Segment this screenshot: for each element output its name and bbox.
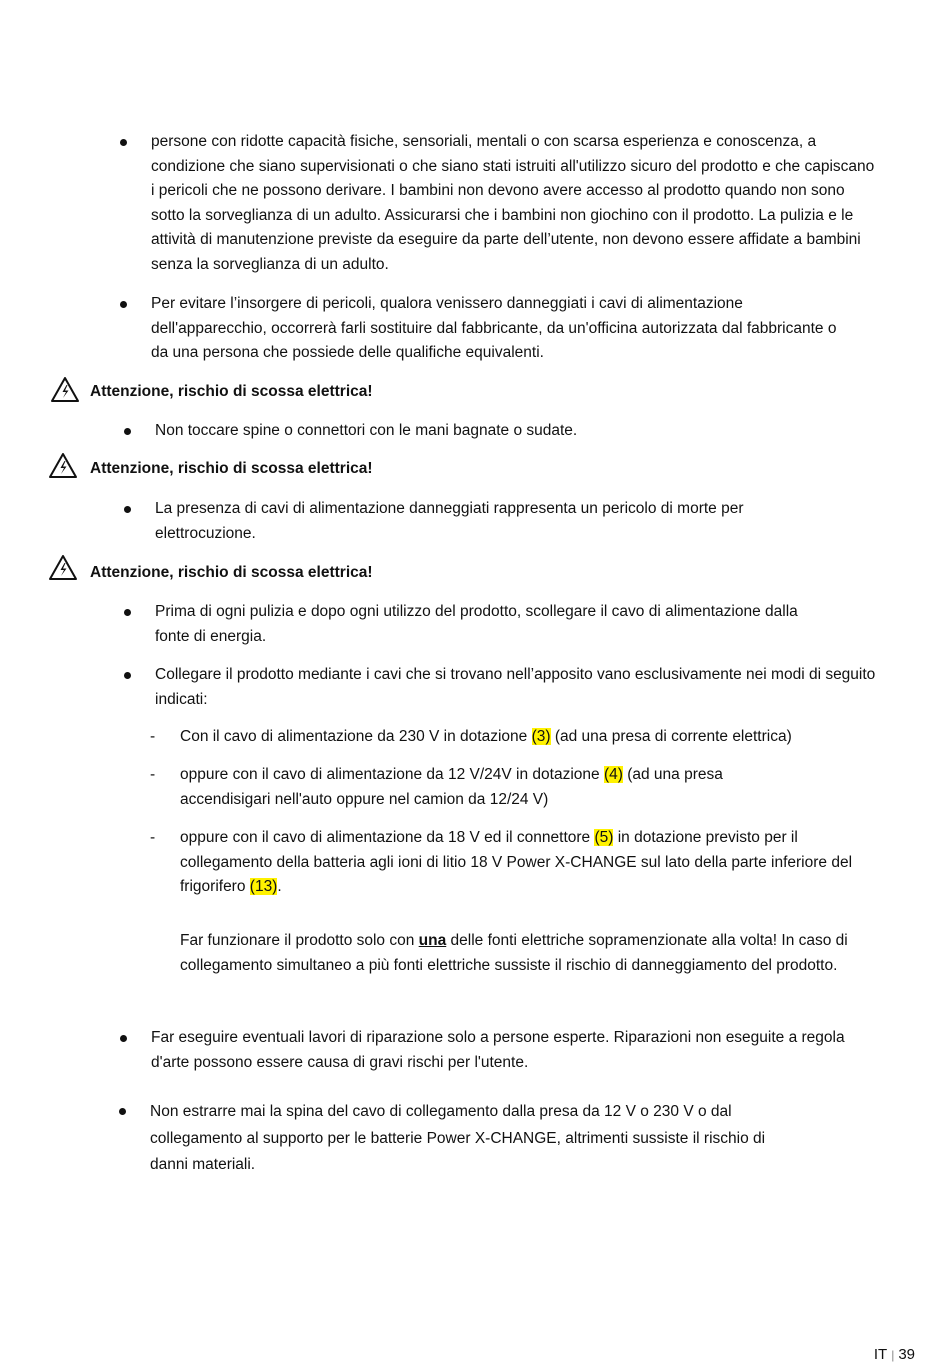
note-text-pre: Far funzionare il prodotto solo con: [180, 932, 419, 949]
bullet-dot: [119, 1108, 126, 1115]
page-footer: [874, 1346, 915, 1363]
warning-title: Attenzione, rischio di scossa elettrica!: [90, 460, 373, 477]
dash-text-post: (ad una presa accendisigari nell'auto oppure nel camion da 12/24 V): [180, 766, 723, 808]
bullet-dot: [124, 672, 131, 679]
usage-note: [180, 929, 860, 978]
warning-title: Attenzione, rischio di scossa elettrica!: [90, 383, 373, 400]
dash-marker: -: [150, 829, 156, 846]
bullet-text: Non estrarre mai la spina del cavo di collegamento dalla presa da 12 V o 230 V o dal collegamento al supporto per le batterie Power X-CHANGE, altrimenti sussiste il rischio di danni materiali.: [150, 1103, 766, 1173]
dash-item-text: [180, 826, 865, 900]
bullet-text: Prima di ogni pulizia e dopo ogni utilizzo del prodotto, scollegare il cavo di alimentazione dalla fonte di energia.: [155, 603, 798, 645]
bullet-dot: [120, 1035, 127, 1042]
electric-shock-warning-icon: [50, 376, 80, 403]
bullet-dot: [124, 609, 131, 616]
electric-shock-warning-icon: [48, 554, 78, 581]
dash-text-pre: oppure con il cavo di alimentazione da 18 V ed il connettore: [180, 829, 595, 846]
figure-reference: (13): [249, 878, 278, 896]
dash-text-mid: in dotazione previsto per il collegamento della batteria agli ioni di litio 18 V Power X-CHANGE sul lato della parte inferiore del frigorifero: [180, 829, 853, 896]
dash-text-post: (ad una presa di corrente elettrica): [550, 728, 792, 745]
dash-text-pre: Con il cavo di alimentazione da 230 V in dotazione: [180, 728, 532, 745]
dash-item-text: [180, 763, 800, 812]
bullet-dot: [120, 301, 127, 308]
figure-reference: (3): [531, 728, 551, 745]
dash-text-pre: oppure con il cavo di alimentazione da 12 V/24V in dotazione: [180, 766, 604, 783]
bullet-dot: [124, 506, 131, 513]
bullet-text: Non toccare spine o connettori con le mani bagnate o sudate.: [155, 422, 578, 439]
figure-reference: (5): [594, 829, 614, 846]
bullet-dot: [124, 428, 131, 435]
bullet-text: Collegare il prodotto mediante i cavi che si trovano nell’apposito vano esclusivamente nei modi di seguito indicati:: [155, 666, 876, 708]
note-text-post: delle fonti elettriche sopramenzionate alla volta! In caso di collegamento simultaneo a più fonti elettriche sussiste il rischio di danneggiamento del prodotto.: [180, 932, 848, 974]
bullet-text: La presenza di cavi di alimentazione danneggiati rappresenta un pericolo di morte per elettrocuzione.: [155, 500, 744, 542]
dash-item-text: [180, 725, 880, 750]
bullet-text: Far eseguire eventuali lavori di riparazione solo a persone esperte. Riparazioni non eseguite a regola d'arte possono essere causa di gravi rischi per l'utente.: [151, 1029, 845, 1071]
electric-shock-warning-icon: [48, 452, 78, 479]
bullet-dot: [120, 139, 127, 146]
dash-marker: -: [150, 766, 156, 783]
page-number: 39: [898, 1346, 915, 1363]
bullet-text: persone con ridotte capacità fisiche, sensoriali, mentali o con scarsa esperienza e conoscenza, a condizione che siano supervisionati o che siano stati istruiti all'utilizzo sicuro del prodotto e che capiscano i pericoli che ne possono derivare. I bambini non devono avere accesso al prodotto quando non sono sotto la sorveglianza di un adulto. Assicurarsi che i bambini non giochino con il prodotto. La pulizia e le attività di manutenzione previste da eseguire da parte dell’utente, non devono essere affidate a bambini senza la sorveglianza di un adulto.: [151, 133, 875, 273]
dash-text-end: .: [277, 878, 282, 896]
footer-language: IT: [873, 1346, 888, 1363]
note-emphasis: una: [418, 932, 447, 949]
dash-marker: -: [150, 728, 156, 745]
bullet-text: Per evitare l’insorgere di pericoli, qualora venissero danneggiati i cavi di alimentazione dell'apparecchio, occorrerà farli sostituire dal fabbricante, da un'officina autorizzata dal fabbricante o da una persona che possiede delle qualifiche equivalenti.: [151, 295, 837, 362]
figure-reference: (4): [603, 766, 623, 783]
footer-separator: |: [891, 1348, 895, 1362]
warning-title: Attenzione, rischio di scossa elettrica!: [90, 564, 373, 581]
